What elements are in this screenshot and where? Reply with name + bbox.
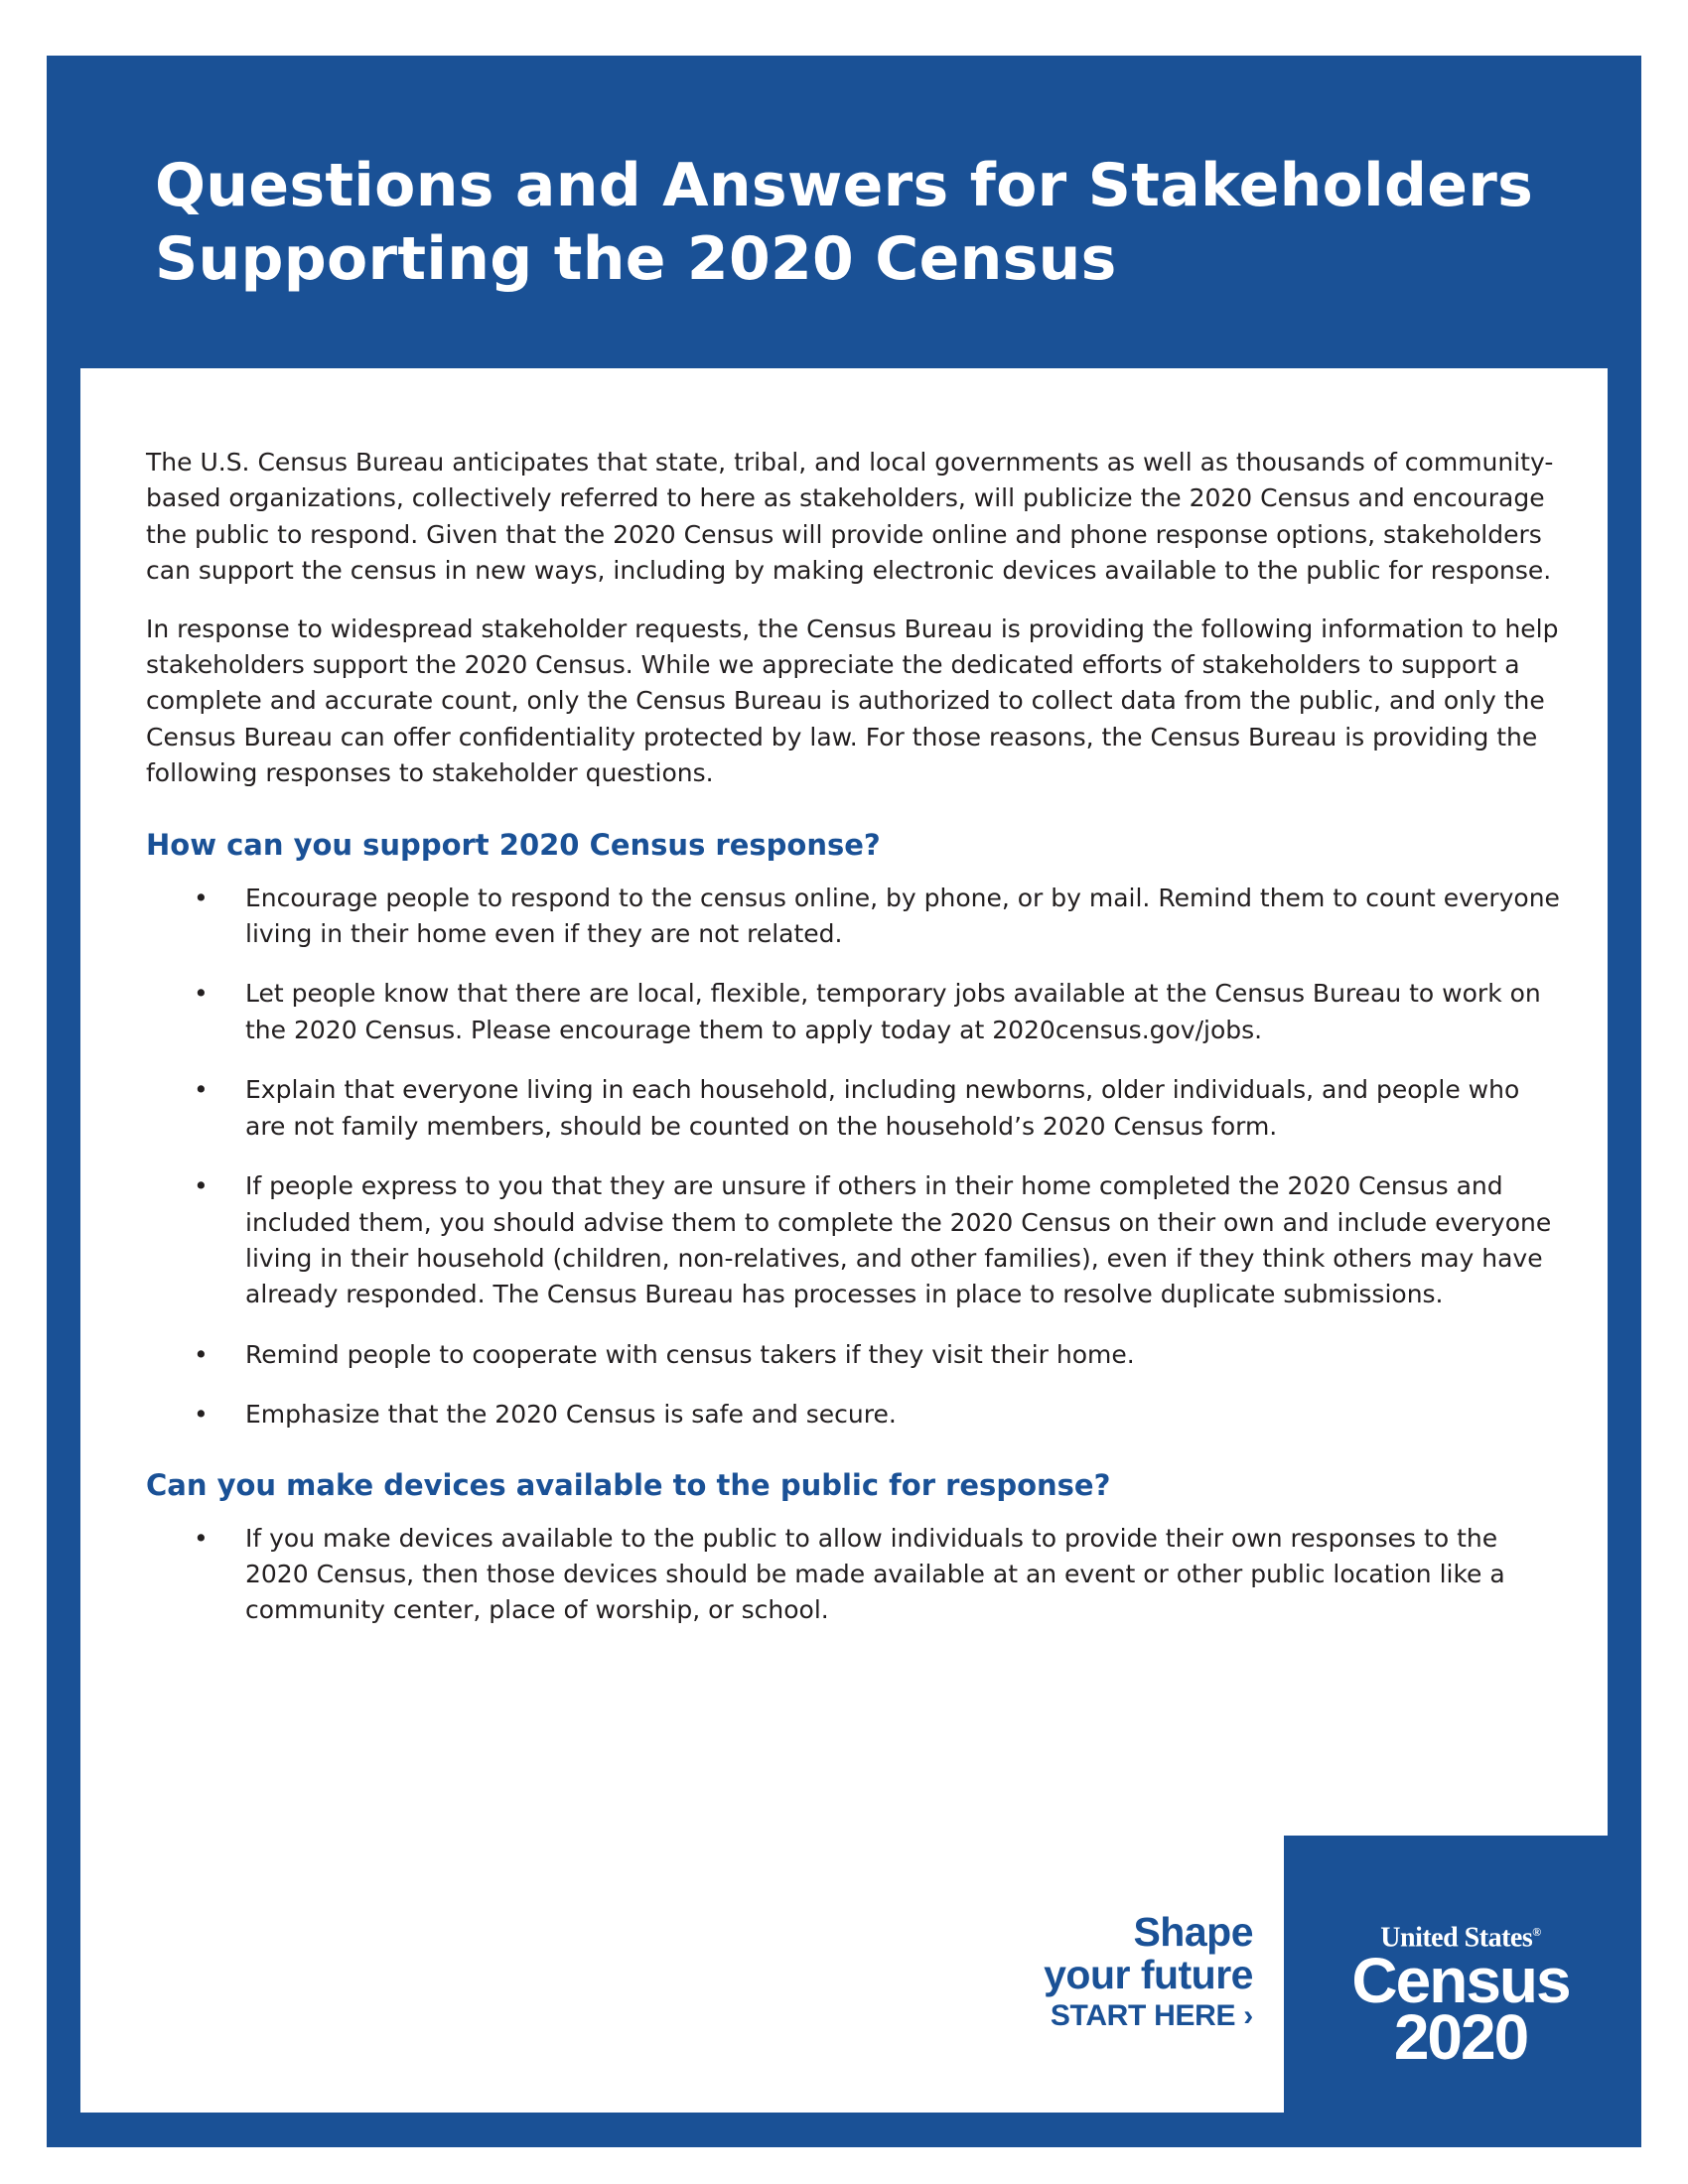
bullet-marker: • [194,1339,209,1369]
list-item [146,1168,1566,1313]
bullet-marker: • [194,979,209,1009]
bullet-marker: • [194,1171,209,1201]
list-item-text: Let people know that there are local, flexible, temporary jobs available at the Census Bureau to work on the 2020 Census. Please encourage them to apply today at 2020census.gov/jobs. [245,979,1541,1044]
list-item [146,1337,1566,1373]
tagline-line-1: Shape [1133,1909,1253,1955]
bullet-marker: • [194,1523,209,1553]
bullet-marker: • [194,883,209,912]
shape-your-future-tagline [1044,1911,1253,2036]
list-item-text: Explain that everyone living in each household, including newborns, older individuals, and people who are not family members, should be counted on the household’s 2020 Census form. [245,1075,1520,1141]
page-title [155,149,1565,296]
list-item-text: If you make devices available to the public to allow individuals to provide their own responses to the 2020 Census, then those devices should be made available at an event or other public location like a community center, place of worship, or school. [245,1523,1505,1625]
logo-year: 2020 [1393,2001,1528,2074]
section-heading-devices: Can you make devices available to the public for response? [146,1467,1111,1502]
list-item [146,976,1566,1048]
devices-list [146,1521,1566,1629]
list-item-text: Emphasize that the 2020 Census is safe and secure. [245,1400,897,1430]
list-item [146,881,1566,953]
list-item [146,1397,1566,1433]
document-body [146,445,1566,1653]
title-line-2: Supporting the 2020 Census [155,224,1117,294]
list-item-text: Remind people to cooperate with census takers if they visit their home. [245,1339,1135,1369]
support-list [146,881,1566,1433]
census-2020-logo [1346,1917,1575,2074]
section-heading-support: How can you support 2020 Census response? [146,827,881,862]
title-line-1: Questions and Answers for Stakeholders [155,151,1534,220]
tagline-line-2: your future [1044,1952,1253,1997]
bullet-marker: • [194,1075,209,1105]
logo-census: Census [1351,1945,1570,2017]
list-item [146,1521,1566,1629]
intro-paragraph-2: In response to widespread stakeholder requests, the Census Bureau is providing the following information to help stakeholders support the 2020 Census. While we appreciate the dedicated efforts of stakeholders to support a complete and accurate count, only the Census Bureau is authorized to collect data from the public, and only the Census Bureau can offer confidentiality protected by law. For those reasons, the Census Bureau is providing the following responses to stakeholder questions. [146,614,1559,788]
list-item-text: Encourage people to respond to the census online, by phone, or by mail. Remind them to count everyone living in their home even if they are not related. [245,883,1560,949]
list-item [146,1072,1566,1145]
logo-united-states: United States® [1380,1922,1541,1954]
intro-paragraph-1: The U.S. Census Bureau anticipates that state, tribal, and local governments as well as thousands of community-based organizations, collectively referred to here as stakeholders, will publicize the 2020 Census and encourage the public to respond. Given that the 2020 Census will provide online and phone response options, stakeholders can support the census in new ways, including by making electronic devices available to the public for response. [146,448,1554,586]
start-here-text: START HERE › [1050,1999,1253,2032]
bullet-marker: • [194,1400,209,1430]
list-item-text: If people express to you that they are unsure if others in their home completed the 2020 Census and included them, you should advise them to complete the 2020 Census on their own and include everyone living in their household (children, non-relatives, and other families), even if they think others may have already responded. The Census Bureau has processes in place to resolve duplicate submissions. [245,1171,1552,1309]
